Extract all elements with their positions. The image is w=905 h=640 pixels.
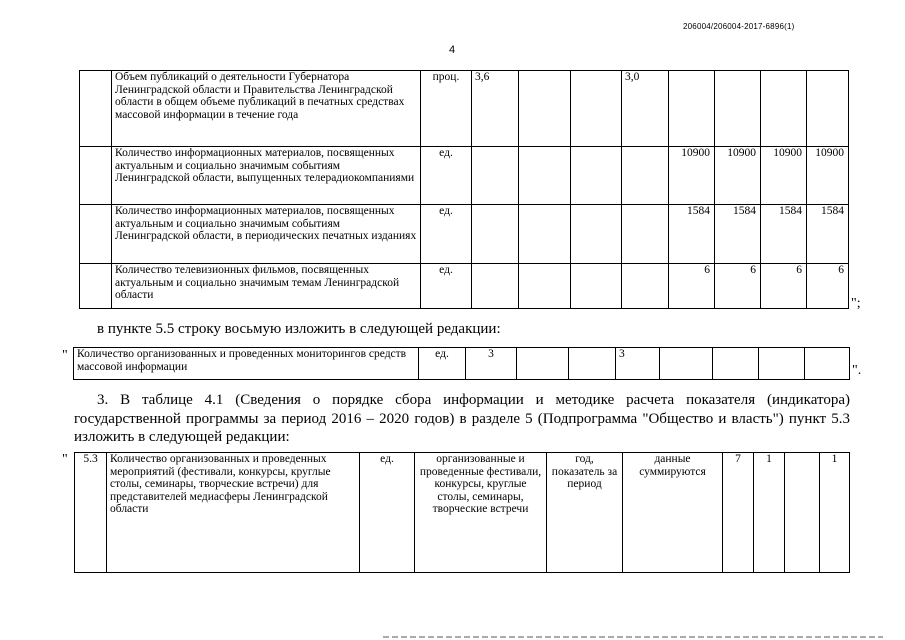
value-cell: 3 <box>466 348 517 380</box>
value-cell <box>660 348 713 380</box>
unit-cell: ед. <box>421 205 472 264</box>
value-cell <box>715 71 761 147</box>
table-row <box>80 71 849 147</box>
value-cell <box>569 348 616 380</box>
value-cell <box>472 147 519 205</box>
table-row <box>80 264 849 309</box>
indicator-description: Количество организованных и проведенных мониторингов средств массовой информации <box>74 348 419 380</box>
document-id: 206004/206004-2017-6896(1) <box>683 22 795 31</box>
periodicity-cell: год, показатель за период <box>547 453 623 573</box>
value-cell <box>571 71 622 147</box>
opening-quote-mark: " <box>62 452 68 467</box>
unit-cell: проц. <box>421 71 472 147</box>
value-cell: 1584 <box>761 205 807 264</box>
value-cell <box>519 264 571 309</box>
unit-cell: ед. <box>360 453 415 573</box>
value-cell: 6 <box>807 264 849 309</box>
value-cell: 10900 <box>715 147 761 205</box>
value-cell: 10900 <box>669 147 715 205</box>
row-number-cell <box>80 71 112 147</box>
value-cell: 1584 <box>807 205 849 264</box>
closing-quote-mark: ". <box>852 363 862 378</box>
value-cell <box>472 264 519 309</box>
value-cell: 1584 <box>669 205 715 264</box>
table-row <box>74 348 850 380</box>
indicators-table <box>79 70 849 309</box>
page-number: 4 <box>449 44 456 56</box>
value-cell <box>472 205 519 264</box>
monitoring-table <box>73 347 850 380</box>
item-number: 5.3 <box>75 453 107 573</box>
indicator-description: Количество организованных и проведенных мероприятий (фестивали, конкурсы, круглые столы, семинары, творческие встречи) для представителей медиасферы Ленинградской области <box>107 453 360 573</box>
indicator-description: Количество телевизионных фильмов, посвященных актуальным и социально значимым темам Ленинградской области <box>112 264 421 309</box>
table-row <box>75 453 850 573</box>
paragraph-amendment: 3. В таблице 4.1 (Сведения о порядке сбора информации и методике расчета показателя (индикатора) государственной программы за период 2016 – 2020 годов) в разделе 5 (Подпрограмма "Общество и власть") пункт 5.3 изложить в следующей редакции: <box>74 392 850 445</box>
value-cell: 3 <box>616 348 660 380</box>
value-cell: 3,6 <box>472 71 519 147</box>
indicator-description: Объем публикаций о деятельности Губернатора Ленинградской области и Правительства Ленинградской области в общем объеме публикаций в печатных средствах массовой информации в течение года <box>112 71 421 147</box>
unit-cell: ед. <box>421 147 472 205</box>
value-cell: 6 <box>715 264 761 309</box>
scan-artifact-line <box>383 636 883 638</box>
indicator-description: Количество информационных материалов, посвященных актуальным и социально значимым событиям Ленинградской области, выпущенных телерадиокомпаниями <box>112 147 421 205</box>
value-cell <box>669 71 715 147</box>
methodology-table <box>74 452 850 573</box>
value-cell: 6 <box>761 264 807 309</box>
value-cell: 3,0 <box>622 71 669 147</box>
value-cell: 6 <box>669 264 715 309</box>
unit-cell: ед. <box>419 348 466 380</box>
opening-quote-mark: " <box>62 348 68 363</box>
value-cell: 1584 <box>715 205 761 264</box>
value-cell <box>519 205 571 264</box>
table-row <box>80 205 849 264</box>
table-row <box>80 147 849 205</box>
value-cell <box>805 348 850 380</box>
indicator-description: Количество информационных материалов, посвященных актуальным и социально значимым событиям Ленинградской области, в периодических печатных изданиях <box>112 205 421 264</box>
value-cell <box>713 348 759 380</box>
value-cell <box>622 205 669 264</box>
value-cell <box>622 264 669 309</box>
unit-cell: ед. <box>421 264 472 309</box>
value-cell <box>571 205 622 264</box>
value-cell <box>571 264 622 309</box>
paragraph-instruction: в пункте 5.5 строку восьмую изложить в следующей редакции: <box>97 321 501 337</box>
value-cell: 7 <box>723 453 754 573</box>
closing-quote-mark: "; <box>851 296 861 311</box>
value-cell <box>785 453 820 573</box>
value-cell: 1 <box>820 453 850 573</box>
value-cell <box>759 348 805 380</box>
value-cell <box>807 71 849 147</box>
value-cell <box>622 147 669 205</box>
value-cell <box>571 147 622 205</box>
row-number-cell <box>80 205 112 264</box>
value-cell: 10900 <box>761 147 807 205</box>
value-cell: 10900 <box>807 147 849 205</box>
value-cell: 1 <box>754 453 785 573</box>
row-number-cell <box>80 264 112 309</box>
value-cell <box>517 348 569 380</box>
value-cell <box>519 71 571 147</box>
value-cell <box>519 147 571 205</box>
definition-cell: организованные и проведенные фестивали, конкурсы, круглые столы, семинары, творческие встречи <box>415 453 547 573</box>
row-number-cell <box>80 147 112 205</box>
value-cell <box>761 71 807 147</box>
method-cell: данные суммируются <box>623 453 723 573</box>
